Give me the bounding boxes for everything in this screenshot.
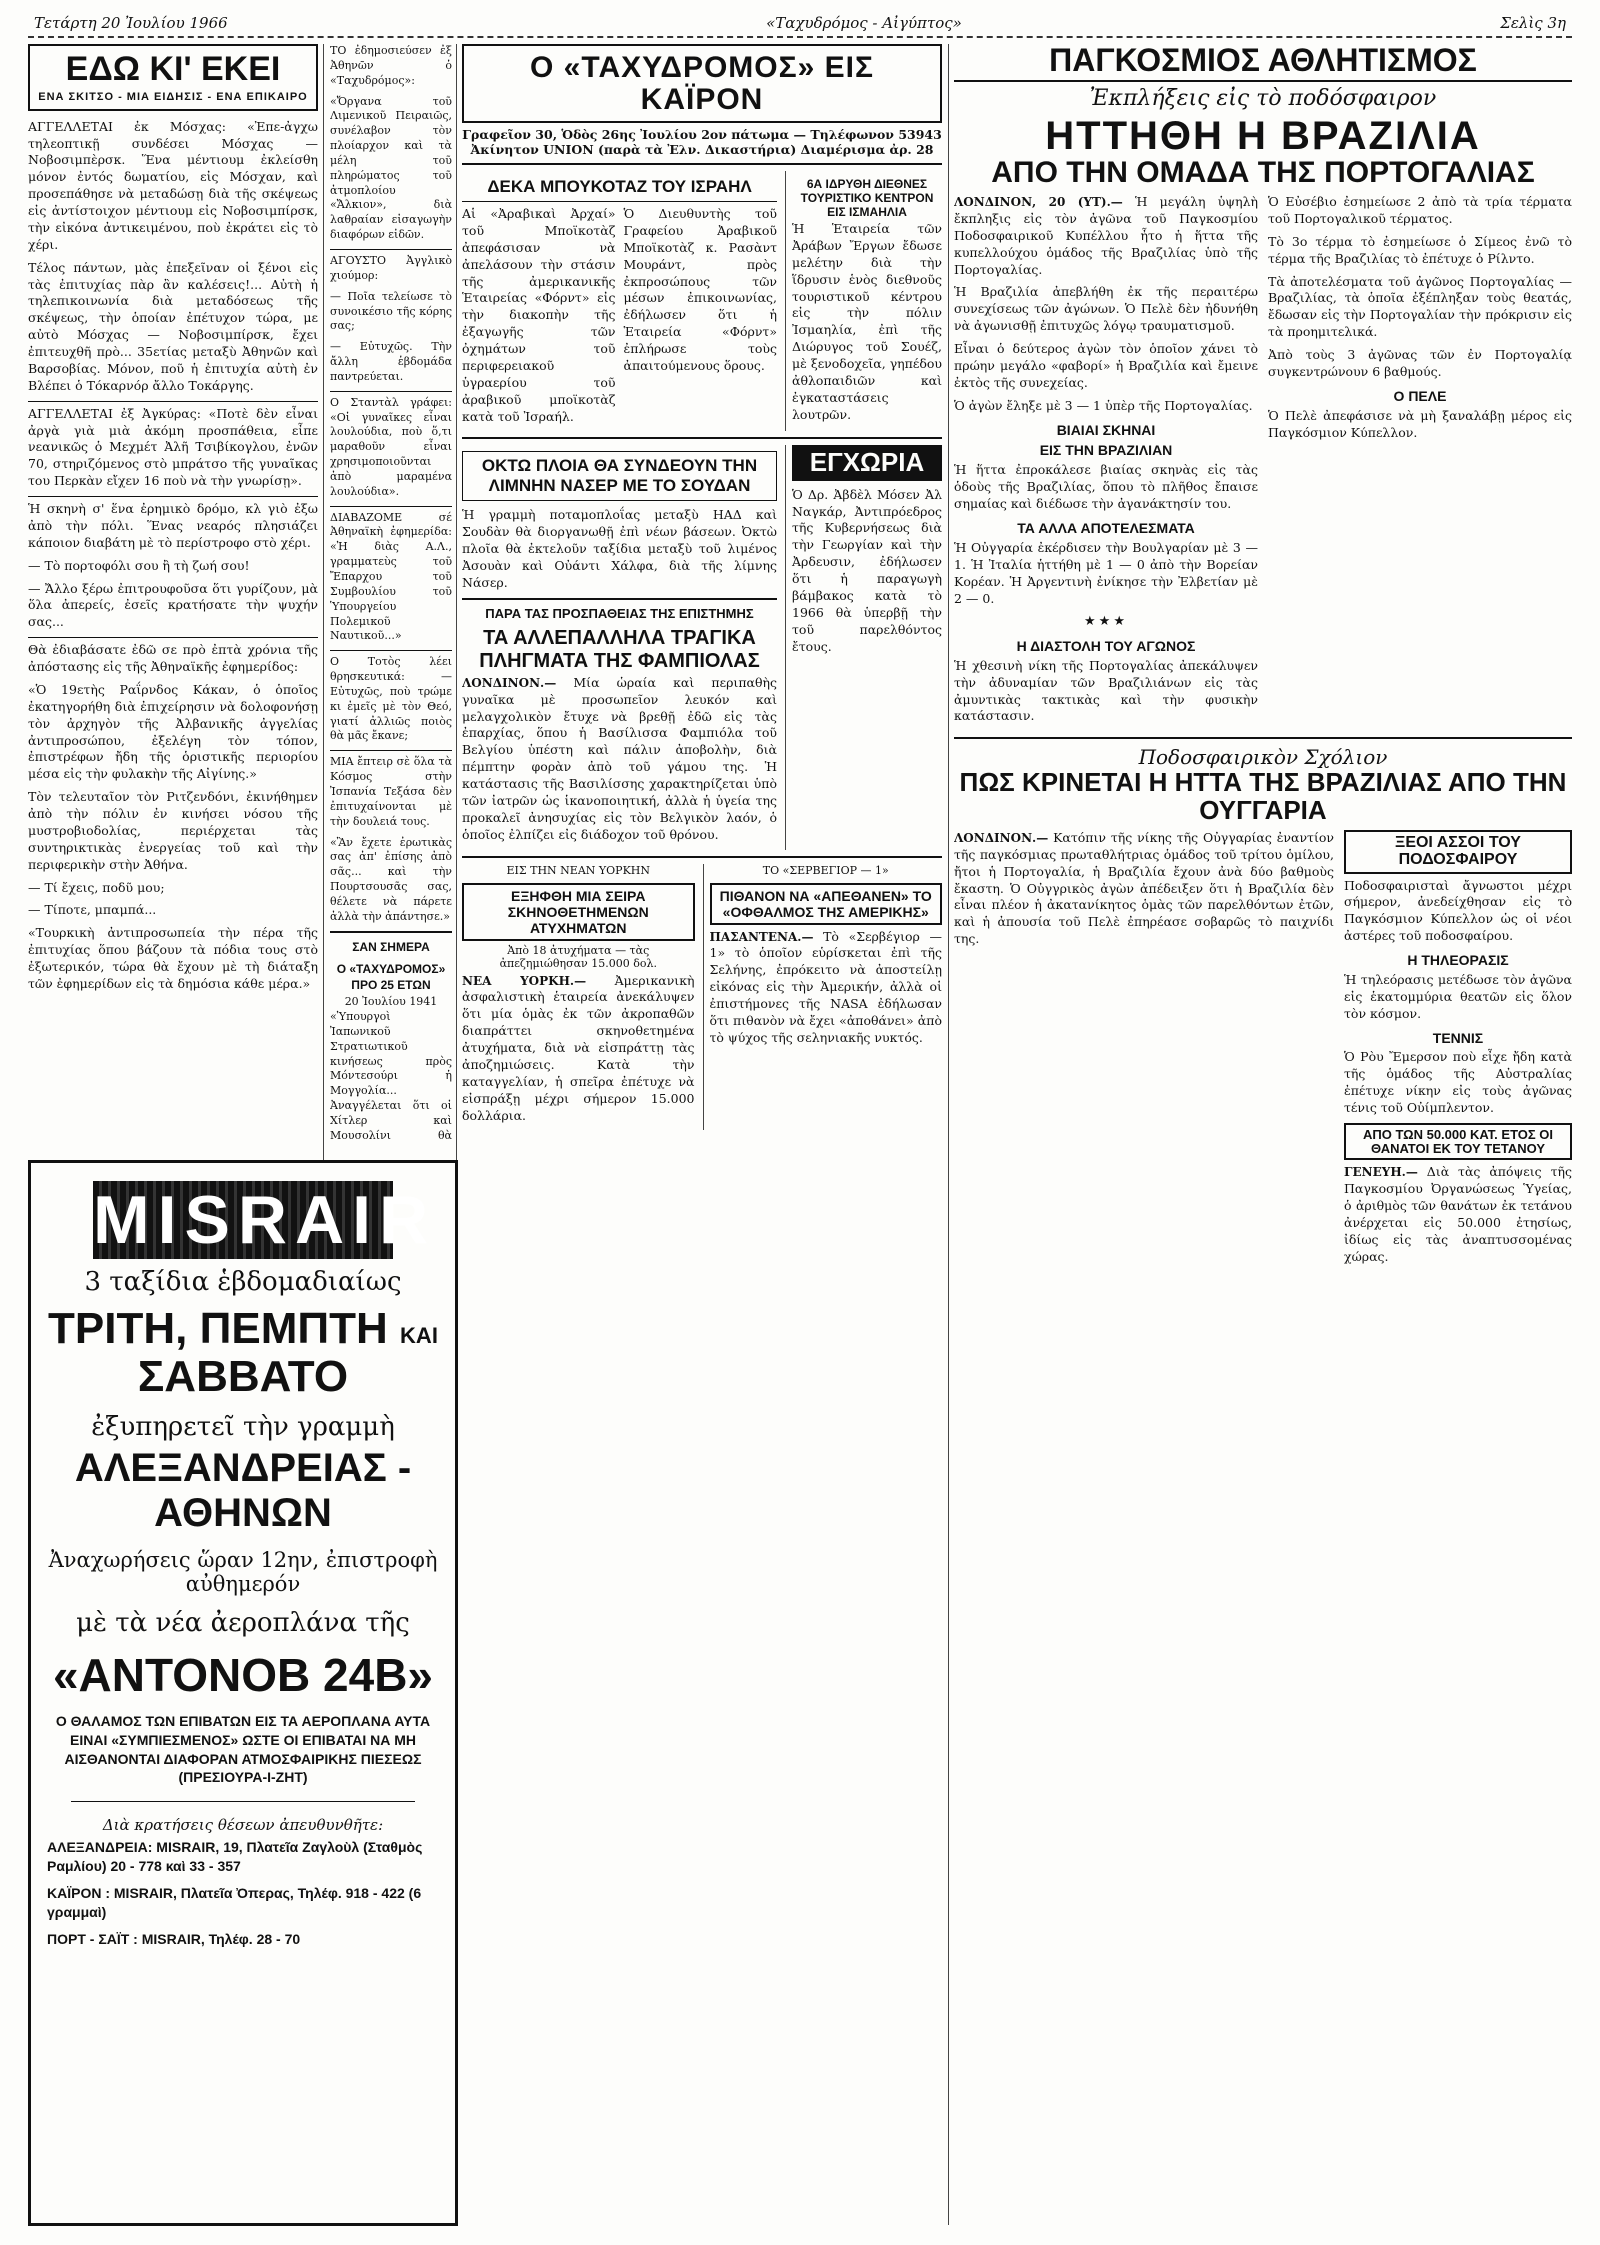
ad-route: ΑΛΕΞΑΝΔΡΕΙΑΣ - ΑΘΗΝΩΝ [74, 1445, 412, 1535]
tv-head: Η ΤΗΛΕΟΡΑΣΙΣ [1407, 952, 1509, 969]
ad-office-port-said: ΠΟΡΤ - ΣΑΪΤ : MISRAIR, Τηλέφ. 28 - 70 [47, 1930, 301, 1947]
story-body [710, 929, 943, 1047]
paragraph: «Ὁ 19ετὴς Ραΐρνδος Κάκαν, ὁ ὁποῖος ἐκατηγορήθη διὰ ἐπιχείρησιν νὰ δολοφονήσῃ τὸν ἀρχηγὸν τῆς Ἀλβανικῆς ἀγγελίας ἀντιπροσώπου, ἐξελέγη τὸν τόπον, ἐπιστρέφων ἤδη τῆς ὁριστικῆς περιορίου μέσα εἰς τὴν φυλακὴν τῆς Αἰγίνης.» [28, 681, 318, 782]
paragraph: Ἡ Οὐγγαρία ἐκέρδισεν τὴν Βουλγαρίαν μὲ 3 — 1. Ἡ Ἰταλία ἡττήθη μὲ 1 — 0 ἀπὸ τὴν Βορείαν Κορέαν. Ἡ Ἀργεντινὴ ἐνίκησε τὴν Ἐλβετίαν μὲ 2 — 0. [954, 539, 1258, 606]
paragraph: Ο Σταντὰλ γράφει: «Οἱ γυναῖκες εἶναι λουλούδια, ποὺ ὅ,τι μαραθοῦν εἶναι χρησιμοποιοῦνται ἀπὸ μαραμένα λουλούδια». [330, 395, 452, 498]
paragraph: ΔΙΑΒΑΖΟΜΕ σέ Ἀθηναϊκὴ ἐφημερίδα: «Ἡ διὰς Α.Λ., γραμματεὺς τοῦ Ἔπαρχου τοῦ Συμβουλίου τοῦ Ὑπουργείου Πολεμικοῦ Ναυτικοῦ...» [330, 510, 452, 643]
riots-kicker: ΒΙΑΙΑΙ ΣΚΗΝΑΙ [1056, 421, 1156, 438]
story-headline: ΤΑ ΑΛΛΕΠΑΛΛΗΛΑ ΤΡΑΓΙΚΑ ΠΛΗΓΜΑΤΑ ΤΗΣ ΦΑΜΠΙΟΛΑΣ [479, 626, 760, 672]
ad-departures: Ἀναχωρήσεις ὥραν 12ην, ἐπιστροφὴ αὐθημερόν [48, 1547, 438, 1596]
paragraph: Ο Τοτὸς λέει θρησκευτικά: — Εὐτυχῶς, ποὺ τρώμε κι ἐμεῖς μὲ τὸν Θεό, γιατί ἀλλιῶς ποιὸς θὰ μᾶς ἔκανε; [330, 655, 452, 743]
tennis-head: ΤΕΝΝΙΣ [1432, 1029, 1484, 1046]
tetanus-title: ΑΠΟ ΤΩΝ 50.000 ΚΑΤ. ΕΤΟΣ ΟΙ ΘΑΝΑΤΟΙ ΕΚ ΤΟΥ ΤΕΤΑΝΟΥ [1344, 1123, 1572, 1160]
main-headline-2: ΑΠΟ ΤΗΝ ΟΜΑΔΑ ΤΗΣ ΠΟΡΤΟΓΑΛΙΑΣ [991, 155, 1535, 189]
sports-section-title: ΠΑΓΚΟΣΜΙΟΣ ΑΘΛΗΤΙΣΜΟΣ [954, 44, 1572, 82]
story-headline: ΕΞΗΦΘΗ ΜΙΑ ΣΕΙΡΑ ΣΚΗΝΟΘΕΤΗΜΕΝΩΝ ΑΤΥΧΗΜΑΤΩΝ [462, 883, 695, 941]
story-body [462, 507, 777, 591]
issue-date: Τετάρτη 20 Ἰουλίου 1966 [28, 14, 234, 32]
paragraph: «Ὄργανα τοῦ Λιμενικοῦ Πειραιῶς, συνέλαβον τὸν πλοίαρχον καὶ τὰ μέλη τοῦ πληρώματος τοῦ ἀτμοπλοίου «Ἄλκιον», διὰ λαθραίαν εἰσαγωγὴν διαφόρων εἰδῶν. [330, 94, 452, 242]
sports-left [954, 194, 1258, 731]
edo-ki-ekei-header [28, 44, 318, 111]
column-taxydromos-cairo [462, 44, 942, 2225]
paragraph: Τὸν τελευταῖον τὸν Ριτζενδόνι, ἐκινήθημεν ἀπὸ τὴν πόλιν ἐν κινήσει νόσου τῆς μυστροβιοδολίας, περιέρχεται τὰς συντηρικτικὰς ἐνεργείας τοῦ καὶ τὴν περιφερικὴν στὴν Ἀθήνα. [28, 789, 318, 872]
story-surveyor [703, 864, 943, 1131]
divider [28, 401, 318, 402]
paragraph: Ὁ Πελὲ ἀπεφάσισε νὰ μὴ ξαναλάβῃ μέρος εἰς Παγκόσμιον Κύπελλον. [1268, 407, 1572, 440]
running-head [28, 10, 1572, 38]
story-body [462, 675, 777, 844]
ad-cabin-note: Ο ΘΑΛΑΜΟΣ ΤΩΝ ΕΠΙΒΑΤΩΝ ΕΙΣ ΤΑ ΑΕΡΟΠΛΑΝΑ ΑΥΤΑ ΕΙΝΑΙ «ΣΥΜΠΙΕΣΜΕΝΟΣ» ΩΣΤΕ ΟΙ ΕΠΙΒΑΤΑΙ ΝΑ ΜΗ ΑΙΣΘΑΝΟΝΤΑΙ ΔΙΑΦΟΡΑΝ ΑΤΜΟΣΦΑΙΡΙΚΗΣ ΠΙΕΣΕΩΣ (ΠΡΕΣΙΟΥΡΑ-Ι-ΖΗΤ) [55, 1712, 431, 1786]
story-staged-accidents [462, 864, 695, 1131]
ad-plane-model: «ΑΝΤΟΝΟΒ 24Β» [52, 1648, 434, 1701]
anniversary-text: «Ὑπουργοὶ Ἰαπωνικοῦ Στρατιωτικοῦ κινήσεως πρὸς Μόντεσούρι ἡ Μογγολία... Ἀναγγέλεται ὅτι οἱ Χίτλερ καὶ Μουσολίνι θὰ [330, 1009, 452, 1142]
story-body [462, 973, 695, 1125]
story-ships [462, 445, 777, 849]
paragraph: Τὸ «Σερβέγιορ — 1» τὸ ὁποῖον εὑρίσκεται ἐπὶ τῆς Σελήνης, ἐπρόκειτο νὰ ἀποστείλῃ εἰκόνας εἰς τὴν Ἀμερικήν, ἀλλὰ οἱ ἐπιστήμονες τῆς NASA ἐδήλωσαν ὅτι πιθανὸν νὰ ἔχει «ἀποθάνει» ἀπὸ τὸ ψύχος τῆς σεληνιακῆς νυκτός. [709, 928, 942, 1045]
section-title: ΕΔΩ ΚΙ' ΕΚΕΙ [65, 50, 281, 88]
paragraph: Τὸ 3ο τέρμα τὸ ἐσημείωσε ὁ Σίμεος ἐνῶ τὸ τέρμα τῆς Βραζιλίας τὸ ἐπέτυχε ὁ Ρίλντο. [1268, 233, 1572, 266]
paragraph: Εἶναι ὁ δεύτερος ἀγὼν τὸν ὁποῖον χάνει τὸ πρώην μεγάλο «φαβορί» ἡ Βραζιλία καὶ ἔμεινε ἐκτὸς τῆς συνεχείας. [954, 341, 1258, 390]
ad-office-alexandria: ΑΛΕΞΑΝΔΡΕΙΑ: MISRAIR, 19, Πλατεῖα Ζαγλοὺλ (Σταθμὸς Ραμλίου) 20 - 778 καὶ 33 - 357 [47, 1839, 423, 1875]
ad-new-planes: μὲ τὰ νέα ἀεροπλάνα τῆς [76, 1607, 410, 1638]
paragraph: ΑΓΓΕΛΛΕΤΑΙ ἐξ Ἀγκύρας: «Ποτὲ δὲν εἶναι ἀργὰ γιὰ μιὰ ἀκόμη προσπάθεια, εἶπε νεανικῶς ὁ Μεχμέτ Ἀλῆ Τσιβίκογλου, ἐνῶν 70, στηριζόμενος στὸ μπράτσο τῆς γυναῖκας του Περκὰν εἴχεν 16 ποὺ νὰ τὴν γνωρίσῃ». [28, 405, 318, 489]
school-title: ΠΩΣ ΚΡΙΝΕΤΑΙ Η ΗΤΤΑ ΤΗΣ ΒΡΑΖΙΛΙΑΣ ΑΠΟ ΤΗΝ ΟΥΓΓΑΡΙΑ [959, 767, 1567, 825]
paragraph: Ὁ Διευθυντὴς τοῦ Γραφείου Ἀραβικοῦ Μποϊκοτὰζ κ. Ρασὰντ Μουράντ, πρὸς ἐκπροσώπους τῶν μέσων ἐπικοινωνίας, ἐδήλωσεν ὅτι ἡ Ἑταιρεία «Φόρντ» ἐπλήρωσε τοὺς ἀπαιτούμενους ὅρους. [623, 206, 777, 373]
divider [28, 637, 318, 638]
aces-title: ΞΕΟΙ ΑΣΣΟΙ ΤΟΥ ΠΟΔΟΣΦΑΙΡΟΥ [1344, 830, 1572, 874]
bottom-stories [462, 864, 942, 1131]
edo-ki-ekei-body [28, 119, 318, 993]
divider [71, 1801, 415, 1802]
egxoria-head: ΕΓΧΩΡΙΑ [792, 445, 942, 480]
divider [330, 650, 452, 651]
anniversary-head: ΣΑΝ ΣΗΜΕΡΑ [352, 939, 430, 954]
divider [330, 931, 452, 933]
divider [954, 737, 1572, 739]
story-subhead: Ἀπὸ 18 ἀτυχήματα — τὰς ἀπεζημιώθησαν 15.000 δολ. [499, 943, 657, 970]
story-body [462, 206, 777, 431]
paragraph: — Τὸ πορτοφόλι σου ἢ τὴ ζωή σου! [28, 557, 250, 573]
paragraph: Ἡ τηλεόρασις μετέδωσε τὸν ἀγῶνα εἰς ἑκατομμύρια θεατῶν εἰς ὅλον τὸν κόσμον. [1344, 971, 1572, 1021]
divider [330, 249, 452, 250]
ad-days-b: ΣΑΒΒΑΤΟ [137, 1352, 349, 1402]
dateline: ΛΟΝΔΙΝΟΝ.— [462, 675, 557, 690]
column-sports [954, 44, 1572, 2225]
sports-deck: Ἐκπλήξεις εἰς τὸ ποδόσφαιρον [1089, 85, 1437, 111]
paragraph: Αἱ «Ἀραβικαὶ Ἀρχαί» τοῦ Μποϊκοτὰζ ἀπεφάσισαν νὰ ἀπελάσουν τὴν στάσιν τῆς ἀμερικανικῆς Ἑταιρείας «Φόρντ» εἰς τὴν διακοπὴν τῆς ἐξαγωγῆς τῶν ὀχημάτων τοῦ περιφερειακοῦ ὑγραερίου τοῦ ἀραβικοῦ μποϊκοτὰζ κατὰ τοῦ Ἰσραήλ. [462, 206, 616, 424]
cairo-masthead: Ο «ΤΑΧΥΔΡΟΜΟΣ» ΕΙΣ ΚΑΪΡΟΝ [462, 44, 942, 123]
riots-title: ΕΙΣ ΤΗΝ ΒΡΑΖΙΛΙΑΝ [1039, 442, 1173, 459]
school-kicker: Ποδοσφαιρικὸν Σχόλιον [1138, 745, 1388, 770]
paragraph: Μία ὡραία καὶ περιπαθὴς γυναῖκα μὲ προσωπεῖον λευκόν καὶ μελαγχολικὸν ἔτυχε νὰ βρεθῇ ἐδῶ εἰς τὰς ἐπαρχίας, ὅπου ἡ Βασίλισσα Φαμπιόλα τοῦ Βελγίου ὑπέστη καὶ πάλιν ἀποβολὴν, διὰ πέμπτην φορὰν ἀπὸ τοῦ γάμου της. Ἡ κατάστασις τῆς Βασιλίσσης χαρακτηρίζεται ὑπὸ τῶν ἰατρῶν ὡς ἱκανοποιητική, ἀλλὰ ἡ ὑγεία της προκαλεῖ ἀνησυχίας εἰς τὸν Βελγικὸν λαόν, ὁ ὁποῖος ἐλπίζει εἰς διάδοχον τοῦ θρόνου. [462, 674, 777, 842]
aces-box [1344, 830, 1572, 1272]
paragraph: — Τίποτε, μπαμπά... [28, 902, 157, 918]
paragraph: «Τουρκικὴ ἀντιπροσωπεία τὴν πέρα τῆς ἐπιτυχίας ὅπου βάζουν τὰ πόδια τους στὸ ἐξωτερικόν, τώρα θὰ ἔχουν μὲ τὴ διάταξη τῶν ἐφημερίδων εἰς τὰ δημόσια κάθε μέρα.» [28, 925, 318, 991]
paragraph: Κατόπιν τῆς νίκης τῆς Οὐγγαρίας ἐναντίον τῆς παγκόσμιας πρωταθλήτριας ὁμάδος τοῦ τρίτου ὁμίλου, ἤτοι ἡ Πορτογαλία, ἡ Βραζιλία ἔχουν ἀνὰ δύο βαθμοὺς ἔκαστη. Ὁ Οὐγγρικὸς ἀγὼν ἀπέδειξεν ὅτι ἡ Βραζιλία δὲν εἶναι πλέον ἡ ἀκατανίκητος ὁμὰς τῶν παρελθόντων ἐτῶν, καὶ ἡ ἀπουσία τοῦ Πελὲ ἐπηρέασε σοβαρῶς τὸ παιχνίδι της. [954, 829, 1334, 947]
paragraph: — Ποῖα τελείωσε τὸ συνοικέσιο τῆς κόρης σας; [330, 289, 452, 333]
dateline: ΛΟΝΔΙΝΟΝ.— [954, 830, 1049, 845]
others-head: ΤΑ ΑΛΛΑ ΑΠΟΤΕΛΕΣΜΑΤΑ [1017, 520, 1195, 536]
paper-name: «Ταχυδρόμος - Αἰγύπτος» [760, 14, 968, 32]
paragraph: Ἡ γραμμὴ ποταμοπλοΐας μεταξὺ ΗΑΔ καὶ Σουδὰν θὰ διοργανωθῇ ἐπὶ νέων βάσεων. Ὀκτὼ πλοῖα θὰ ἐκτελοῦν ταξίδια μεταξὺ τοῦ λιμένος Ἀσουὰν καὶ Οὐάντι Χάλφα, διὰ τῆς λίμνης Νάσερ. [462, 507, 777, 590]
story-body [792, 487, 942, 656]
paragraph: Ἡ Ἑταιρεία τῶν Ἀράβων Ἔργων ἔδωσε μελέτην διὰ τὴν ἵδρυσιν ἑνὸς διεθνοῦς τουριστικοῦ κέντρου εἰς τὴν πόλιν Ἰσμαηλία, ἐπὶ τῆς Διώρυγος τοῦ Σουέζ, μὲ ξενοδοχεῖα, γηπέδου ἀθλοπαιδιῶν καὶ ἐγκαταστάσεις λουτρῶν. [792, 221, 942, 422]
divider [462, 598, 777, 600]
ad-serves: ἐξυπηρετεῖ τὴν γραμμὴ [91, 1411, 395, 1442]
divider [28, 496, 318, 497]
paragraph: Ὁ Δρ. Ἀβδὲλ Μόσεν Ἀλ Ναγκάρ, Ἀντιπρόεδρος τῆς Κυβερνήσεως διὰ τὴν Γεωργίαν καὶ τὴν Ἀρδευσιν, ἐδήλωσεν ὅτι ἡ παραγωγὴ βάμβακος κατὰ τὸ 1966 θὰ ὑπερβῇ τὴν τοῦ παρελθόντος ἔτους. [792, 486, 942, 654]
story-kicker: ΠΑΡΑ ΤΑΣ ΠΡΟΣΠΑΘΕΙΑΣ ΤΗΣ ΕΠΙΣΤΗΜΗΣ [485, 605, 754, 621]
paragraph: ΤΟ ἐδημοσιεύσεν ἐξ Ἀθηνῶν ὁ «Ταχυδρόμος»: [330, 44, 452, 87]
paragraph: ΜΙΑ ἔπτειρ σὲ ὅλα τὰ Κόσμος στὴν Ἰσπανία Τεξάσα δὲν ἐπιτυχαίνονται μὲ τὴν δουλειά τους. [330, 755, 452, 828]
misrair-logo: MISRAIR [93, 1182, 437, 1258]
anniversary-title: Ο «ΤΑΧΥΔΡΟΜΟΣ» ΠΡΟ 25 ΕΤΩΝ [336, 961, 446, 992]
dateline: ΠΑΣΑΝΤΕΝΑ.— [709, 929, 814, 944]
pele-head: Ο ΠΕΛΕ [1393, 387, 1447, 404]
paragraph: Ἡ σκηνὴ σ' ἕνα ἐρημικὸ δρόμο, κλ γιὸ ἐξω ἀπὸ τὴν πόλι. Ἕνας νεαρός πλησιάζει κάποιον διαβάτη μὲ τὸ περίστροφο στὸ χέρι. [28, 501, 318, 550]
divider [462, 163, 942, 165]
ad-days-a: ΤΡΙΤΗ, ΠΕΜΠΤΗ [48, 1304, 388, 1353]
story-headline: ΠΙΘΑΝΟΝ ΝΑ «ΑΠΕΘΑΝΕΝ» ΤΟ «ΟΦΘΑΛΜΟΣ ΤΗΣ ΑΜΕΡΙΚΗΣ» [710, 883, 943, 925]
ad-days [31, 1305, 455, 1402]
paragraph: Ἡ μεγάλη ὑψηλὴ ἔκπληξις εἰς τὸν ἀγῶνα τοῦ Παγκοσμίου Ποδοσφαιρικοῦ Κυπέλλου ἦτο ἡ ἥττα τῆς κυπελλούχου ὁμάδος τῆς Βραζιλίας ὑπὸ τῆς Πορτογαλίας. [954, 194, 1258, 277]
divider [330, 750, 452, 751]
sports-columns [954, 194, 1572, 731]
story-headline: ΟΚΤΩ ΠΛΟΙΑ ΘΑ ΣΥΝΔΕΟΥΝ ΤΗΝ ΛΙΜΝΗΝ ΝΑΣΕΡ ΜΕ ΤΟ ΣΟΥΔΑΝ [462, 451, 777, 501]
column-notes [330, 44, 452, 1144]
separator-stars: ★★★ [1084, 614, 1128, 630]
paragraph: ΑΓΓΕΛΛΕΤΑΙ ἐκ Μόσχας: «Ἐπε-ἀγχω τηλεοπτικῇ συνδέσει Μόσχας — Νοβοσιμπὲρσκ. Ἕνα μέντιουμ ἐκλείσθη μόνον ἐντός δωματίου, εἰς Μόσχαν, καὶ προσεπάθησε νὰ μεταδώσῃ διὰ τῆς σκέψεως εἰς ἀντίστοιχον μέντιουμ εἰς Νοβοσιμπίρσκ, τὴν εἰκόνα ἀντικειμένου, ποὺ ἐκράτει εἰς τὸ χέρι. [28, 118, 318, 252]
main-headline: ΗΤΤΗΘΗ Η ΒΡΑΖΙΛΙΑ [1045, 113, 1481, 158]
paragraph: Ἀμερικανικὴ ἀσφαλιστικὴ ἑταιρεία ἀνεκάλυψεν ὅτι μία ὁμὰς ἐκ τῶν ἀκροπαθῶν διαπράττει σκηνοθετημένα ἀτυχήματα, διὰ νὰ εἰσπράττῃ τὰς ἀποζημιώσεις. Κατὰ τὴν καταγγελίαν, ἡ σπεῖρα ἐπέτυχε νὰ εἰσπράξῃ μέχρι σήμερον 15.000 δολλάρια. [462, 972, 695, 1123]
misrair-advertisement [28, 1160, 458, 2226]
paragraph: Ἡ Βραζιλία ἀπεβλήθη ἐκ τῆς περαιτέρω συνεχίσεως τῶν ἀγώνων. Ὁ Πελὲ δὲν ἠδυνήθη νὰ ἀγωνισθῇ ἐπιτυχῶς λόγῳ τραυματισμοῦ. [954, 284, 1258, 334]
paragraph: Ὁ Εὐσέβιο ἐσημείωσε 2 ἀπὸ τὰ τρία τέρματα τοῦ Πορτογαλικοῦ τέρματος. [1268, 194, 1572, 226]
school-body [954, 830, 1334, 1272]
cairo-address-1: Γραφεῖον 30, Ὁδὸς 26ης Ἰουλίου 2ον πάτωμα — Τηλέφωνον 53943 [462, 127, 942, 142]
story-boycott [462, 171, 777, 431]
divider [462, 201, 777, 202]
ad-frequency: 3 ταξίδια ἑβδομαδιαίως [84, 1267, 402, 1297]
paragraph: «Ἂν ἔχετε ἐρωτικὰς σας ἀπ' ἐπίσης ἀπὸ σᾶς... καὶ τὴν Πουρτσουσᾶς σας, θέλετε νὰ πάρετε ἀλλὰ τὴν ἀπάντησε.» [330, 835, 452, 923]
divider [330, 391, 452, 392]
story-body [792, 221, 942, 424]
school-columns [954, 830, 1572, 1272]
paragraph: Ἀπὸ τοὺς 3 ἀγῶνας τῶν ἐν Πορτογαλίᾳ συγκεντρώνουν 6 βαθμούς. [1268, 347, 1572, 379]
dateline: ΓΕΝΕΥΗ.— [1344, 1165, 1418, 1180]
paragraph: Ὁ Ρὸυ Ἔμερσον ποὺ εἶχε ἤδη κατὰ τῆς ὁμάδος τῆς Αὐστραλίας ἐπέτυχε νίκην εἰς τοὺς ἀγῶνας τένις τοῦ Οὐίμπλεντον. [1344, 1049, 1572, 1116]
divider [462, 856, 942, 858]
story-headline: 6Α ΙΔΡΥΘΗ ΔΙΕΘΝΕΣ ΤΟΥΡΙΣΤΙΚΟ ΚΕΝΤΡΟΝ ΕΙΣ ΙΣΜΑΗΛΙΑ [800, 177, 934, 219]
paragraph: — Τί ἔχεις, ποδῦ μου; [28, 879, 165, 895]
cairo-address-2: Ἀκίνητον UNION (παρὰ τὰ Ἐλν. Δικαστήρια) Διαμέρισμα ἀρ. 28 [470, 142, 934, 157]
paragraph: — Ἄλλο ξέρω ἐπιτρουφοῦσα ὅτι γυρίζουν, μὰ ὅλα ἀπερείς, ἐσεῖς κρατήσατε τὴν ψυχήν σας... [28, 580, 318, 630]
anniversary-date: 20 Ἰουλίου 1941 [344, 995, 438, 1009]
paragraph: Θὰ ἐδιαβάσατε ἐδῶ σε πρὸ ἐπτὰ χρόνια τῆς ἀπόστασης εἰς τῆς Ἀθηναϊκῆς ἐφημερίδος: [28, 642, 318, 675]
elimination-head: Η ΔΙΑΣΤΟΛΗ ΤΟΥ ΑΓΩΝΟΣ [1016, 637, 1196, 654]
divider [330, 506, 452, 507]
dateline: ΝΕΑ ΥΟΡΚΗ.— [462, 973, 587, 988]
story-kicker: ΕΙΣ ΤΗΝ ΝΕΑΝ ΥΟΡΚΗΝ [506, 863, 651, 877]
page-number: Σελὶς 3η [1494, 14, 1572, 32]
section-subtitle: ΕΝΑ ΣΚΙΤΣΟ - ΜΙΑ ΕΙΔΗΣΙΣ - ΕΝΑ ΕΠΙΚΑΙΡΟ [38, 90, 308, 103]
column-rule [948, 44, 949, 2225]
top-stories [462, 171, 942, 431]
ad-office-cairo: ΚΑΪΡΟΝ : MISRAIR, Πλατεῖα Ὀπερας, Τηλέφ. 918 - 422 (6 γραμμαὶ) [47, 1885, 422, 1921]
paragraph: Ὁ ἀγὼν ἔληξε μὲ 3 — 1 ὑπὲρ τῆς Πορτογαλίας. [954, 397, 1253, 413]
paragraph: Ποδοσφαιρισταὶ ἄγνωστοι μέχρι σήμερον, ἀνεδείχθησαν εἰς τὸ Παγκόσμιον Κύπελλον ὡς οἱ νέοι ἀστέρες τοῦ ποδοσφαίρου. [1344, 877, 1572, 944]
sports-right [1268, 194, 1572, 731]
divider [462, 437, 942, 439]
dateline: ΛΟΝΔΙΝΟΝ, 20 (ΥΤ).— [954, 195, 1123, 210]
ad-booking-head: Διὰ κρατήσεις θέσεων ἀπευθυνθῆτε: [102, 1816, 384, 1835]
story-kicker: ΤΟ «ΣΕΡΒΕΓΙΟΡ — 1» [762, 863, 889, 877]
paragraph: Ἡ χθεσινὴ νίκη τῆς Πορτογαλίας ἀπεκάλυψεν τὴν ἀδυναμίαν τῶν Βραζιλιάνων εἰς τὰς ἀμυντικὰς τακτικὰς καὶ τὴν φυσικὴν κατάστασιν. [954, 657, 1258, 724]
paragraph: Ἡ ἥττα ἐπροκάλεσε βιαίας σκηνὰς εἰς τὰς ὁδοὺς τῆς Βραζιλίας, ὅπου τὸ πλῆθος ἔπαισε σημαίας καὶ διέδωσε τὴν ἀγανάκτησίν του. [954, 462, 1258, 512]
paragraph: Τὰ ἀποτελέσματα τοῦ ἀγῶνος Πορτογαλίας — Βραζιλίας, τὰ ὁποῖα ἐξέπληξαν τοὺς θεατάς, ἔδωσαν εἰς τὴν Πορτογαλίαν τὴν πρόκρισιν εἰς τὰ προημιτελικά. [1268, 273, 1572, 340]
story-headline: ΔΕΚΑ ΜΠΟΥΚΟΤΑΖ ΤΟΥ ΙΣΡΑΗΛ [487, 177, 752, 196]
paragraph: ΑΓΟΥΣΤΟ Ἀγγλικὸ χιούμορ: [330, 253, 452, 282]
column-edo-ki-ekei [28, 44, 318, 1144]
paragraph: — Εὐτυχῶς. Τὴν ἄλλη ἑβδομάδα παντρεύεται. [330, 340, 452, 383]
notes-body [330, 44, 452, 1144]
story-egxoria [785, 445, 942, 849]
middle-stories [462, 445, 942, 849]
ad-days-join: ΚΑΙ [400, 1323, 438, 1348]
paragraph: Τέλος πάντων, μὰς ἐπεξεῖναν οἱ ξένοι εἰς τὰς ἐπιτυχίας πὰρ ἂν καλέσεις!... Αὐτὴ ἡ τηλεπικοινωνία διὰ μεταδόσεως τῆς σκέψεως, τὴν ὁποίαν ἐπέτυχον τώρα, με αὐτὸ Μόσχας — Νοβοσιμπίρσκ, ἔχει ἐπιτευχθῆ πρὸ... 35ετίας μεταξὺ Ἀθηνῶν καὶ Βαρσοβίας. Μόνον, ποῦ ἡ ἐπιτυχία αὐτὴ ἐν Βλέπει ὁ Τόκαρνόρ ἄλλο Τοκάργης. [28, 259, 318, 393]
story-tourist-centre [785, 171, 942, 431]
paragraph: Διὰ τὰς ἀπόψεις τῆς Παγκοσμίου Ὀργανώσεως Ὑγείας, ὁ ἀριθμὸς τῶν θανάτων ἐκ τετάνου ἀνέρχεται εἰς 50.000 ἐτησίως, ἰδίως εἰς τὰς ἀναπτυσσομένας χώρας. [1344, 1164, 1572, 1264]
